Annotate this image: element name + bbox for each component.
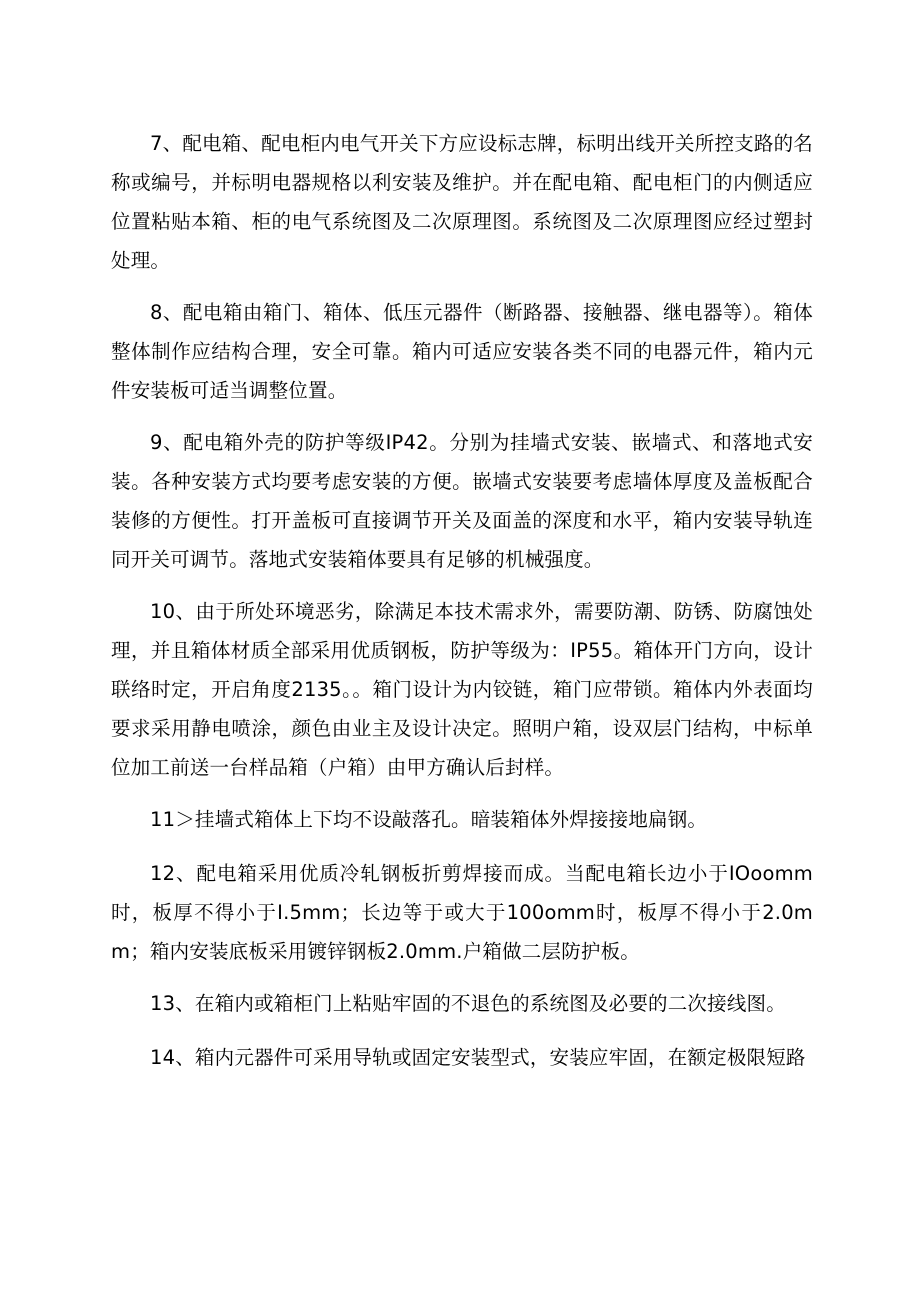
paragraph-8: 8、配电箱由箱门、箱体、低压元器件（断路器、接触器、继电器等）。箱体整体制作应结构合理，安全可靠。箱内可适应安装各类不同的电器元件，箱内元件安装板可适当调整位置。 xyxy=(111,301,813,402)
paragraph-14: 14、箱内元器件可采用导轨或固定安装型式，安装应牢固，在额定极限短路 xyxy=(150,1046,806,1069)
paragraph-9: 9、配电箱外壳的防护等级IP42。分别为挂墙式安装、嵌墙式、和落地式安装。各种安装方式均要考虑安装的方便。嵌墙式安装要考虑墙体厚度及盖板配合装修的方便性。打开盖板可直接调节开关及面盖的深度和水平，箱内安装导轨连同开关可调节。落地式安装箱体要具有足够的机械强度。 xyxy=(111,431,813,571)
document-body xyxy=(111,124,813,1090)
paragraph-12: 12、配电箱采用优质冷轧钢板折剪焊接而成。当配电箱长边小于IOoomm时，板厚不得小于I.5mm；长边等于或大于100omm时，板厚不得小于2.0mm；箱内安装底板采用镀锌钢板2.0mm.户箱做二层防护板。 xyxy=(111,862,813,963)
paragraph-13: 13、在箱内或箱柜门上粘贴牢固的不退色的系统图及必要的二次接线图。 xyxy=(150,992,786,1015)
paragraph-7: 7、配电箱、配电柜内电气开关下方应设标志牌，标明出线开关所控支路的名称或编号，并标明电器规格以利安装及维护。并在配电箱、配电柜门的内侧适应位置粘贴本箱、柜的电气系统图及二次原理图。系统图及二次原理图应经过塑封处理。 xyxy=(111,132,813,272)
paragraph-11: 11＞挂墙式箱体上下均不设敲落孔。暗装箱体外焊接接地扁钢。 xyxy=(150,808,708,831)
paragraph-10: 10、由于所处环境恶劣，除满足本技术需求外，需要防潮、防锈、防腐蚀处理，并且箱体材质全部采用优质钢板，防护等级为：IP55。箱体开门方向，设计联络时定，开启角度2135。。箱门设计为内铰链，箱门应带锁。箱体内外表面均要求采用静电喷涂，颜色由业主及设计决定。照明户箱，设双层门结构，中标单位加工前送一台样品箱（户箱）由甲方确认后封样。 xyxy=(111,600,813,779)
